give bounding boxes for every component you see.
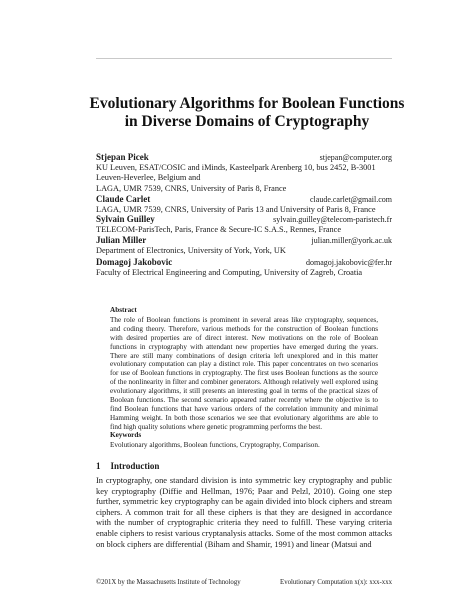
author-affiliation: LAGA, UMR 7539, CNRS, University of Paris 8, France (96, 183, 287, 193)
author-affiliation: LAGA, UMR 7539, CNRS, University of Paris 13 and University of Paris 8, France (96, 205, 376, 215)
abstract-heading: Abstract (110, 306, 137, 314)
author-name: Claude Carlet (96, 194, 151, 204)
author-block (96, 194, 392, 215)
section-title: Introduction (110, 461, 160, 471)
author-name: Julian Miller (96, 235, 147, 245)
author-email[interactable]: sylvain.guilley@telecom-paristech.fr (273, 215, 392, 224)
section-heading (96, 461, 159, 471)
paper-title (60, 95, 434, 131)
footer-journal: Evolutionary Computation x(x): xxx-xxx (280, 579, 392, 586)
abstract-text: The role of Boolean functions is prominent in several areas like cryptography, sequences, and coding theory. Therefore, various methods for the construction of Boolean functions with desired properties are of direct interest. New motivations on the role of Boolean functions in cryptography with attendant new properties have emerged during the years. There are still many combinations of design criteria left unexplored and in this matter evolutionary computation can play a distinct role. This paper concentrates on two scenarios for use of Boolean functions in cryptography. The first uses Boolean functions as the source of the nonlinearity in filter and combiner generators. Although relatively well explored using evolutionary algorithms, it still presents an interesting goal in terms of the practical sizes of Boolean functions. The second scenario appeared rather recently where the objective is to find Boolean functions that have various orders of the correlation immunity and minimal Hamming weight. In both those scenarios we see that evolutionary algorithms are able to find high quality solutions where genetic programming performs the best. (110, 315, 378, 431)
abstract (110, 306, 378, 432)
keywords-text: Evolutionary algorithms, Boolean functions, Cryptography, Comparison. (110, 440, 320, 449)
keywords (110, 431, 378, 450)
author-block (96, 257, 392, 278)
section-text: In cryptography, one standard division is into symmetric key cryptography and public key cryptography (Diffie and Hellman, 1976; Paar and Pelzl, 2010). Going one step further, symmetric key cryptography can be again divided into block ciphers and stream ciphers. A common trait for all these ciphers is that they are designed in accordance with the number of cryptographic criteria they need to fulfill. These varying criteria enable ciphers to resist various cryptanalysis attacks. Some of the most common attacks on block ciphers are differential (Biham and Shamir, 1991) and linear (Matsui and (96, 476, 392, 549)
author-email[interactable]: julian.miller@york.ac.uk (311, 236, 392, 245)
page-footer (96, 579, 392, 586)
footer-copyright: ©201X by the Massachusetts Institute of Technology (96, 579, 241, 586)
author-name: Stjepan Picek (96, 152, 149, 162)
author-affiliation: Leuven-Heverlee, Belgium and (96, 173, 201, 183)
author-affiliation: Department of Electronics, University of York, York, UK (96, 246, 286, 256)
author-email[interactable]: domagoj.jakobovic@fer.hr (305, 258, 392, 267)
author-email[interactable]: stjepan@computer.org (319, 153, 392, 162)
title-line-2: in Diverse Domains of Cryptography (124, 113, 370, 130)
author-block (96, 214, 392, 235)
section-number: 1 (96, 461, 101, 471)
header-rule (96, 58, 392, 59)
author-email[interactable]: claude.carlet@gmail.com (310, 195, 392, 204)
author-affiliation: KU Leuven, ESAT/COSIC and iMinds, Kasteelpark Arenberg 10, bus 2452, B-3001 (96, 163, 376, 173)
author-name: Sylvain Guilley (96, 214, 155, 224)
author-name: Domagoj Jakobovic (96, 257, 173, 267)
keywords-heading: Keywords (110, 431, 142, 439)
title-line-1: Evolutionary Algorithms for Boolean Functions (89, 95, 405, 112)
author-affiliation: TELECOM-ParisTech, Paris, France & Secure-IC S.A.S., Rennes, France (96, 225, 342, 235)
author-affiliation: Faculty of Electrical Engineering and Computing, University of Zagreb, Croatia (96, 268, 363, 278)
author-block (96, 235, 392, 256)
author-block (96, 152, 392, 194)
